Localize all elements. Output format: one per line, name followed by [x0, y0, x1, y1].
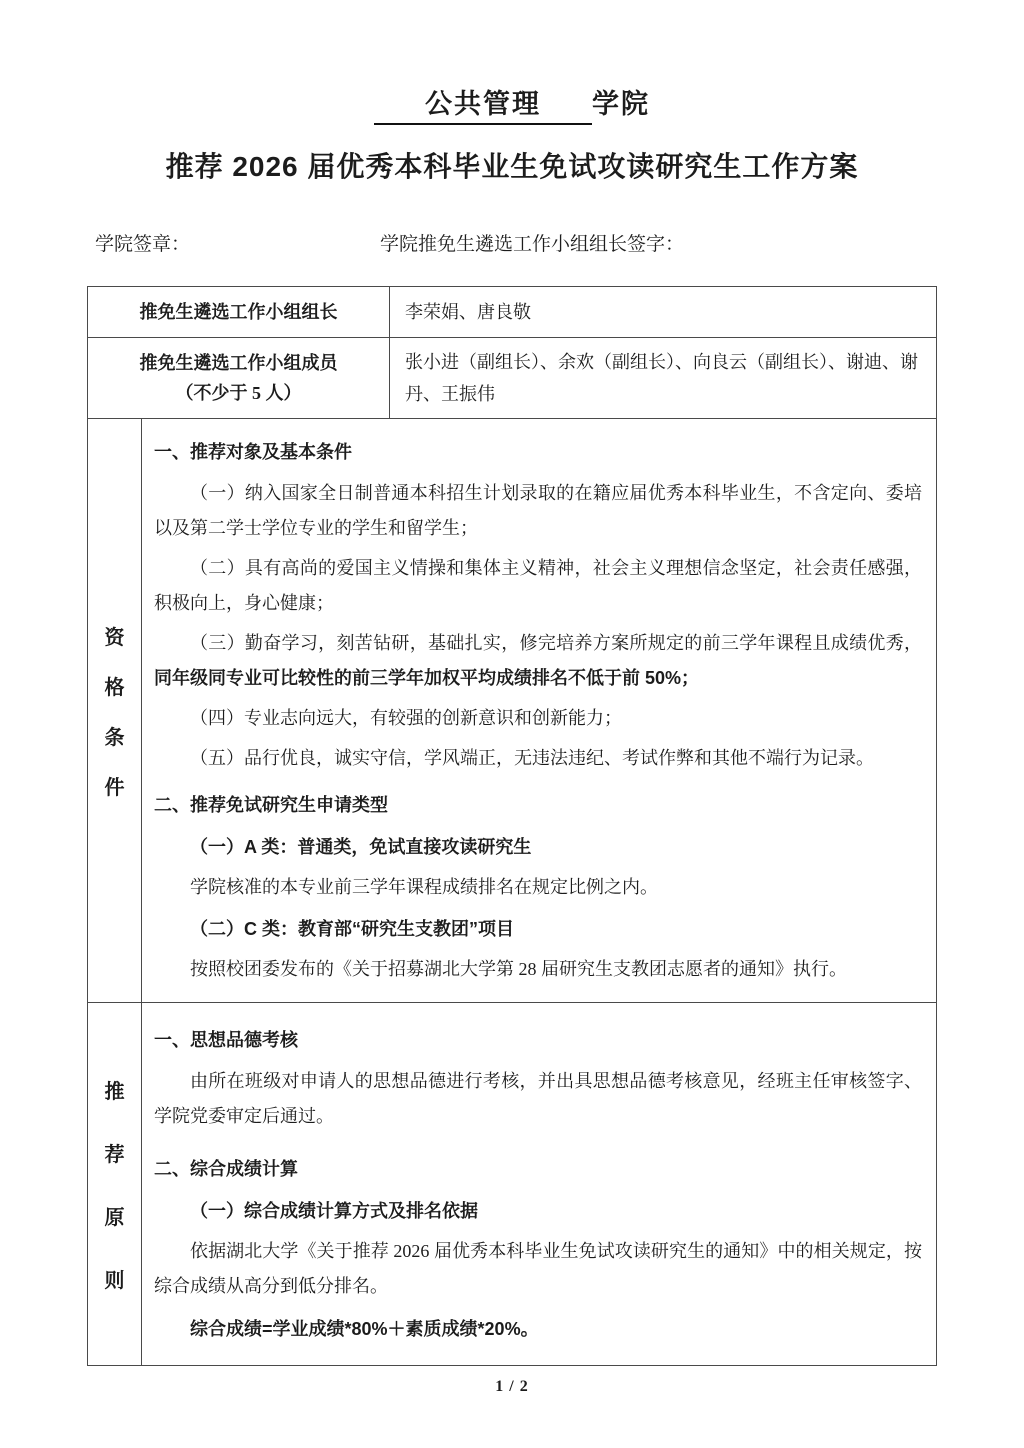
- table-row-members: [88, 337, 936, 418]
- principles-paragraph-1: 由所在班级对申请人的思想品德进行考核，并出具思想品德考核意见，经班主任审核签字、学院党委审定后通过。: [154, 1071, 922, 1126]
- member-value-cell: [390, 338, 936, 418]
- page-number: 1 / 2: [495, 1378, 529, 1395]
- principles-side-label: [88, 1003, 142, 1365]
- qualification-heading-1: 一、推荐对象及基本条件: [154, 442, 352, 462]
- qualification-content: [142, 419, 936, 1002]
- principles-heading-1: 一、思想品德考核: [154, 1030, 298, 1050]
- score-formula: 综合成绩=学业成绩*80%＋素质成绩*20%。: [190, 1319, 539, 1339]
- qualification-heading-2: 二、推荐免试研究生申请类型: [154, 795, 388, 815]
- leader-value-cell: [390, 287, 936, 337]
- qualification-item-4: （四）专业志向远大，有较强的创新意识和创新能力；: [190, 708, 622, 728]
- side-char: 资: [104, 627, 125, 649]
- document-page: [87, 0, 937, 1396]
- qualification-side-label: [88, 419, 142, 1002]
- principles-paragraph-2: 依据湖北大学《关于推荐 2026 届优秀本科毕业生免试攻读研究生的通知》中的相关规定，按综合成绩从高分到低分排名。: [154, 1241, 922, 1296]
- qualification-item-2: （二）具有高尚的爱国主义情操和集体主义精神，社会主义理想信念坚定，社会责任感强，积极向上，身心健康；: [154, 558, 922, 613]
- side-char: 荐: [104, 1144, 125, 1166]
- principles-content: [142, 1003, 936, 1365]
- leader-value: 李荣娟、唐良敬: [405, 302, 531, 322]
- main-table: [87, 286, 937, 1366]
- type-a-heading: （一）A 类：普通类，免试直接攻读研究生: [190, 837, 532, 857]
- side-char: 则: [104, 1270, 125, 1292]
- principles-sub-heading: （一）综合成绩计算方式及排名依据: [190, 1201, 478, 1221]
- document-title: 推荐 2026 届优秀本科毕业生免试攻读研究生工作方案: [165, 151, 859, 182]
- leader-sign-label: 学院推免生遴选工作小组组长签字：: [380, 234, 685, 255]
- table-row-leader: [88, 287, 936, 337]
- leader-label: 推免生遴选工作小组组长: [139, 302, 338, 322]
- leader-label-cell: [88, 287, 390, 337]
- side-char: 格: [104, 677, 125, 699]
- side-char: 原: [104, 1207, 125, 1229]
- member-label-line1: 推免生遴选工作小组成员: [139, 353, 338, 373]
- side-char: 推: [104, 1081, 125, 1103]
- side-char: 条: [104, 727, 125, 749]
- college-name-underlined: 公共管理: [374, 82, 592, 125]
- type-c-heading: （二）C 类：教育部“研究生支教团”项目: [190, 919, 514, 939]
- college-suffix: 学院: [592, 89, 650, 119]
- member-label-line2: （不少于 5 人）: [175, 383, 302, 403]
- signature-row: [87, 229, 937, 256]
- side-char: 件: [104, 777, 125, 799]
- college-title-line: [87, 82, 937, 125]
- qualification-item-1: （一）纳入国家全日制普通本科招生计划录取的在籍应届优秀本科毕业生，不含定向、委培以及第二学士学位专业的学生和留学生；: [154, 483, 922, 538]
- type-a-body: 学院核准的本专业前三学年课程成绩排名在规定比例之内。: [190, 877, 658, 897]
- member-value: 张小进（副组长）、余欢（副组长）、向良云（副组长）、谢迪、谢丹、王振伟: [405, 352, 918, 404]
- section-qualification: [88, 418, 936, 1002]
- type-c-body: 按照校团委发布的《关于招募湖北大学第 28 届研究生支教团志愿者的通知》执行。: [190, 959, 847, 979]
- qualification-item-3: [154, 626, 922, 696]
- qualification-item-3-bold: 同年级同专业可比较性的前三学年加权平均成绩排名不低于前 50%；: [154, 668, 700, 688]
- qualification-item-5: （五）品行优良，诚实守信，学风端正，无违法违纪、考试作弊和其他不端行为记录。: [190, 748, 874, 768]
- principles-heading-2: 二、综合成绩计算: [154, 1159, 298, 1179]
- seal-label: 学院签章：: [95, 234, 191, 255]
- qualification-item-3-normal: （三）勤奋学习，刻苦钻研，基础扎实，修完培养方案所规定的前三学年课程且成绩优秀，: [190, 633, 922, 653]
- section-principles: [88, 1002, 936, 1365]
- member-label-cell: [88, 338, 390, 418]
